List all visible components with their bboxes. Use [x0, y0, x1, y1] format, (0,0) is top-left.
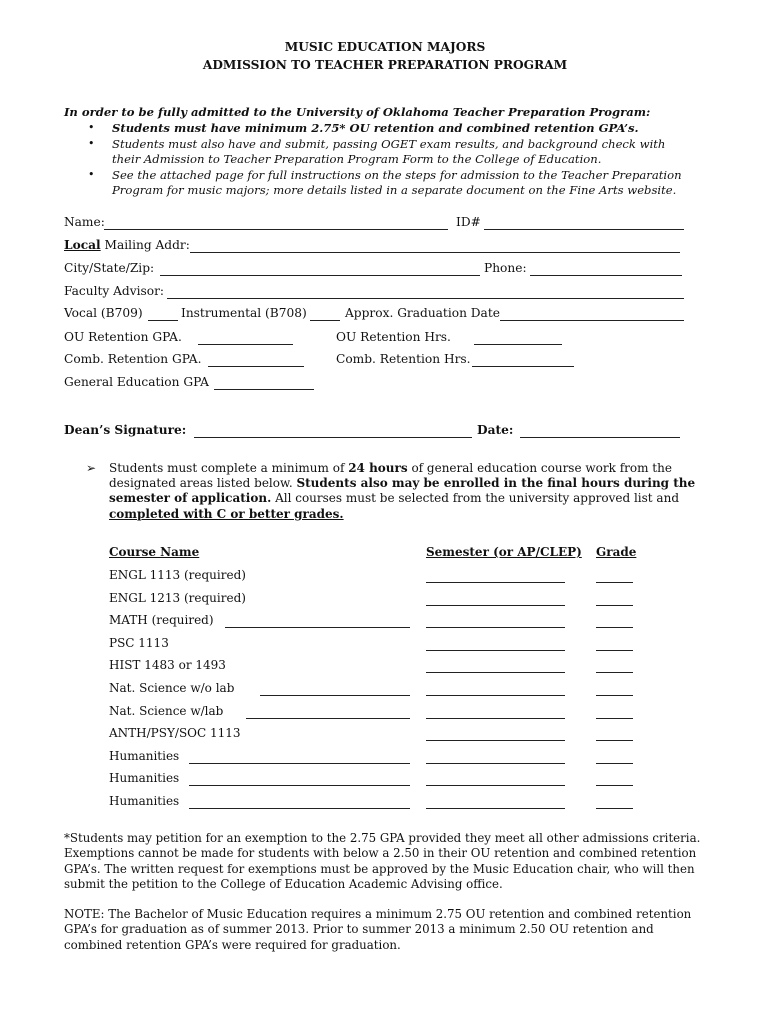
semester-field[interactable] — [426, 605, 565, 606]
course-name: Humanities — [109, 794, 180, 808]
course-name: Humanities — [109, 771, 180, 785]
course-name: ENGL 1213 (required) — [109, 591, 246, 605]
semester-field[interactable] — [426, 582, 565, 583]
course-name-field[interactable] — [189, 763, 410, 764]
grade-field[interactable] — [596, 785, 633, 786]
vocal-label: Vocal (B709) — [64, 306, 143, 320]
course-name: ENGL 1113 (required) — [109, 568, 246, 582]
ou-gpa-field[interactable] — [198, 344, 293, 345]
bme-note: NOTE: The Bachelor of Music Education requires a minimum 2.75 OU retention and combined retention GPA’s for graduation as of summer 2013. Prior to summer 2013 a minimum 2.50 OU retention and combined retention GPA’s were required for graduation. — [64, 907, 692, 952]
comb-hrs-label: Comb. Retention Hrs. — [336, 352, 471, 366]
vocal-field[interactable] — [148, 320, 178, 321]
page-title: MUSIC EDUCATION MAJORS — [284, 40, 486, 54]
course-name: Nat. Science w/o lab — [109, 681, 235, 695]
city-state-zip-field[interactable] — [160, 275, 480, 276]
city-label: City/State/Zip: — [64, 261, 155, 275]
grade-field[interactable] — [596, 718, 633, 719]
grade-field[interactable] — [596, 763, 633, 764]
course-name-header: Course Name — [109, 545, 200, 559]
course-name: PSC 1113 — [109, 636, 169, 650]
comb-hrs-field[interactable] — [472, 366, 574, 367]
comb-gpa-label: Comb. Retention GPA. — [64, 352, 202, 366]
gen-ed-gpa-field[interactable] — [214, 389, 314, 390]
grade-field[interactable] — [596, 627, 633, 628]
course-name-field[interactable] — [260, 695, 410, 696]
instrumental-field[interactable] — [310, 320, 340, 321]
semester-field[interactable] — [426, 627, 565, 628]
gen-ed-gpa-label: General Education GPA — [64, 375, 209, 389]
bullet-dot: • — [88, 121, 95, 134]
dean-signature-field[interactable] — [194, 437, 472, 438]
dean-signature-label: Dean’s Signature: — [64, 423, 187, 437]
grade-field[interactable] — [596, 740, 633, 741]
grade-field[interactable] — [596, 582, 633, 583]
requirement-line-2: designated areas listed below. Students also may be enrolled in the final hours during the — [109, 476, 696, 490]
name-label: Name: — [64, 215, 105, 229]
date-label: Date: — [477, 423, 514, 437]
course-name: Nat. Science w/lab — [109, 704, 224, 718]
mailing-address-field[interactable] — [190, 252, 680, 253]
intro-bullet-oget-cont: their Admission to Teacher Preparation Program Form to the College of Education. — [112, 152, 602, 166]
mailing-label: Local Mailing Addr: — [64, 238, 190, 252]
course-name: ANTH/PSY/SOC 1113 — [109, 726, 241, 740]
semester-field[interactable] — [426, 740, 565, 741]
intro-bullet-steps: See the attached page for full instructions on the steps for admission to the Teacher Preparation — [112, 168, 682, 182]
phone-label: Phone: — [484, 261, 527, 275]
page-subtitle: ADMISSION TO TEACHER PREPARATION PROGRAM — [202, 58, 568, 72]
comb-gpa-field[interactable] — [208, 366, 304, 367]
grade-field[interactable] — [596, 650, 633, 651]
grade-field[interactable] — [596, 672, 633, 673]
advisor-field[interactable] — [167, 298, 684, 299]
intro-lead: In order to be fully admitted to the University of Oklahoma Teacher Preparation Program: — [64, 105, 651, 119]
semester-field[interactable] — [426, 718, 565, 719]
semester-field[interactable] — [426, 650, 565, 651]
semester-field[interactable] — [426, 808, 565, 809]
arrow-bullet-icon: ➢ — [86, 461, 97, 475]
grade-field[interactable] — [596, 605, 633, 606]
name-field[interactable] — [104, 229, 448, 230]
requirement-line-4: completed with C or better grades. — [109, 507, 344, 521]
intro-bullet-gpa: Students must have minimum 2.75* OU retention and combined retention GPA’s. — [112, 121, 639, 135]
instrumental-label: Instrumental (B708) — [181, 306, 307, 320]
semester-field[interactable] — [426, 672, 565, 673]
course-name: MATH (required) — [109, 613, 214, 627]
grad-date-field[interactable] — [500, 320, 684, 321]
course-name-field[interactable] — [225, 627, 411, 628]
bullet-dot: • — [88, 168, 95, 181]
course-name: HIST 1483 or 1493 — [109, 658, 226, 672]
semester-field[interactable] — [426, 763, 565, 764]
grade-field[interactable] — [596, 808, 633, 809]
intro-bullet-oget: Students must also have and submit, passing OGET exam results, and background check with — [112, 137, 666, 151]
grade-field[interactable] — [596, 695, 633, 696]
id-field[interactable] — [484, 229, 684, 230]
intro-bullet-steps-cont: Program for music majors; more details listed in a separate document on the Fine Arts website. — [112, 183, 677, 197]
course-name-field[interactable] — [189, 785, 410, 786]
course-name: Humanities — [109, 749, 180, 763]
phone-field[interactable] — [530, 275, 682, 276]
bullet-dot: • — [88, 137, 95, 150]
petition-note: *Students may petition for an exemption to the 2.75 GPA provided they meet all other admissions criteria. Exemptions cannot be made for students with below a 2.50 in their OU retention and combined retention GPA’s. The written request for exemptions must be approved by the Music Education chair, who will then submit the petition to the College of Education Academic Advising office. — [64, 831, 701, 892]
ou-hrs-label: OU Retention Hrs. — [336, 330, 451, 344]
semester-field[interactable] — [426, 695, 565, 696]
advisor-label: Faculty Advisor: — [64, 284, 165, 298]
ou-gpa-label: OU Retention GPA. — [64, 330, 182, 344]
requirement-line-1: Students must complete a minimum of 24 hours of general education course work from the — [109, 461, 672, 475]
semester-header: Semester (or AP/CLEP) — [426, 545, 582, 559]
requirement-line-3: semester of application. All courses must be selected from the university approved list and — [109, 491, 679, 505]
semester-field[interactable] — [426, 785, 565, 786]
course-name-field[interactable] — [189, 808, 410, 809]
date-field[interactable] — [520, 437, 680, 438]
grad-date-label: Approx. Graduation Date — [345, 306, 500, 320]
ou-hrs-field[interactable] — [474, 344, 562, 345]
grade-header: Grade — [596, 545, 637, 559]
course-name-field[interactable] — [246, 718, 410, 719]
id-label: ID# — [456, 215, 481, 229]
